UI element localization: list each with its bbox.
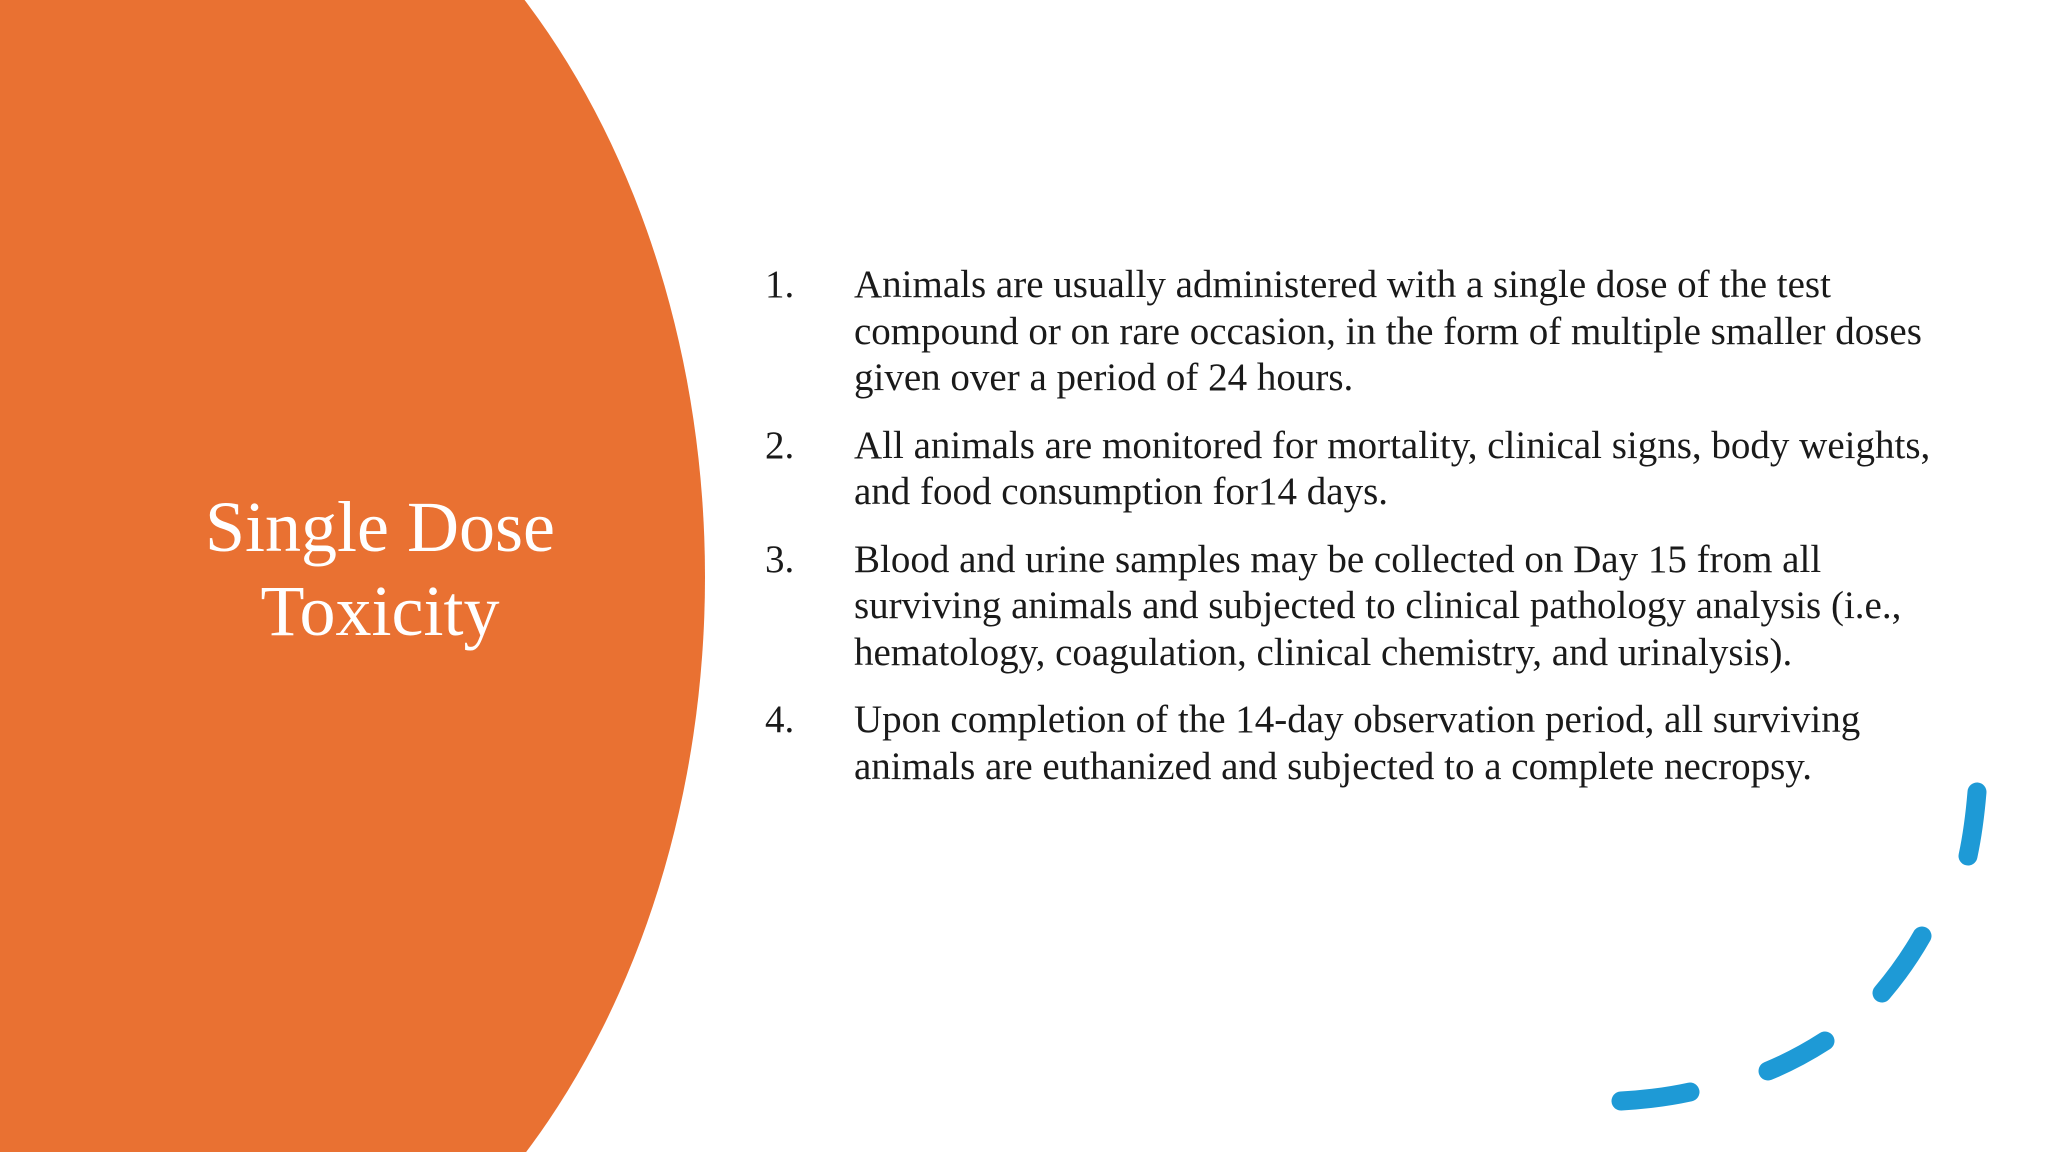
list-item-text: Upon completion of the 14-day observation period, all surviving animals are euthanized and subjected to a complete necropsy. — [854, 698, 1861, 788]
list-item-number: 1. — [765, 263, 795, 306]
list-item-number: 3. — [765, 537, 795, 581]
dash-segment — [1882, 936, 1922, 993]
list-item-text: Blood and urine samples may be collected on Day 15 from all surviving animals and subjected to clinical pathology analysis (i.e., hematology, coagulation, clinical chemistry, and urinalysis). — [854, 537, 1902, 674]
list-item-text: Animals are usually administered with a single dose of the test compound or on rare occasion, in the form of multiple smaller doses given over a period of 24 hours. — [854, 263, 1922, 399]
list-item-number: 2. — [765, 423, 795, 467]
title-line-1: Single Dose — [205, 487, 555, 567]
list-item-number: 4. — [765, 698, 795, 741]
title-line-2: Toxicity — [260, 571, 500, 651]
dash-segment — [1968, 792, 1977, 856]
list-item-text: All animals are monitored for mortality, clinical signs, body weights, and food consumption for14 days. — [854, 423, 1931, 513]
dash-segment — [1621, 1092, 1690, 1101]
dash-segment — [1768, 1041, 1825, 1071]
